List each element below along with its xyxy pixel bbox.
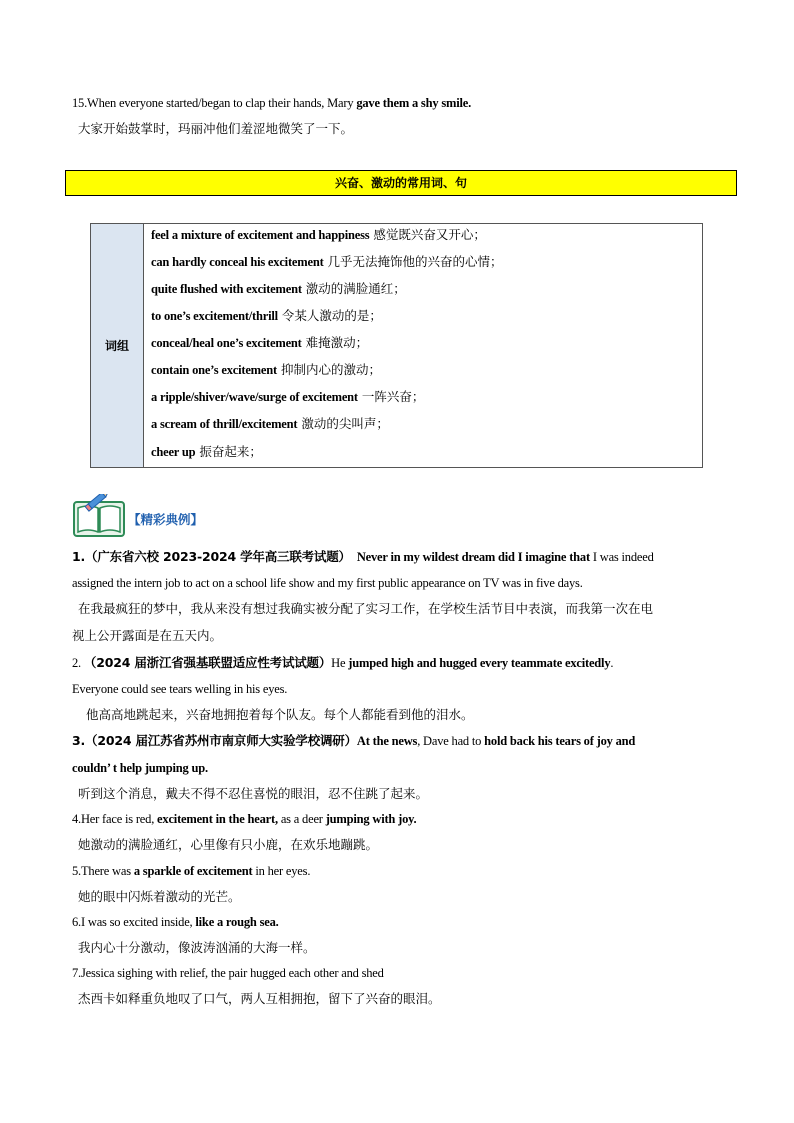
example-2-bold: jumped high and hugged every teammate excitedly [348,656,611,670]
example-3-translation: 听到这个消息，戴夫不得不忍住喜悦的眼泪，忍不住跳了起来。 [78,786,429,801]
vocab-meaning: 激动的尖叫声； [297,416,389,431]
vocab-item [151,362,381,378]
example-3-mid: , Dave had to [417,734,485,748]
vocab-item [151,254,503,270]
vocab-item [151,308,382,324]
vocab-item [151,416,389,432]
vocab-meaning: 激动的满脸通红； [301,281,406,296]
example-1-line-2: assigned the intern job to act on a school life show and my first public appearance on TV was in five days. [72,576,583,590]
book-pencil-icon [72,494,128,538]
vocab-phrase: a scream of thrill/excitement [151,417,298,431]
example-4-translation: 她激动的满脸通红，心里像有只小鹿，在欢乐地蹦跳。 [78,837,379,852]
example-2-number: 2. [72,656,84,670]
vocab-phrase: a ripple/shiver/wave/surge of excitement [151,390,358,404]
intro-translation: 大家开始鼓掌时，玛丽冲他们羞涩地微笑了一下。 [78,121,354,136]
example-1-source: 1.（广东省六校 2023-2024 学年高三联考试题） [72,549,351,564]
example-4-bold-2: jumping with joy. [325,812,417,826]
example-5-bold: a sparkle of excitement [133,864,253,878]
example-5-translation: 她的眼中闪烁着激动的光芒。 [78,889,241,904]
section-banner: 兴奋、激动的常用词、句 [65,170,737,196]
vocab-label: 词组 [91,224,144,467]
example-3-source: 3.（2024 届江苏省苏州市南京师大实验学校调研） [72,733,357,748]
intro-sentence-text: 15.When everyone started/began to clap their hands, Mary [72,96,357,110]
vocab-item [151,335,368,351]
example-1-translation-1: 在我最疯狂的梦中，我从来没有想过我确实被分配了实习工作，在学校生活节目中表演，而我第一次在电 [78,601,654,616]
vocab-phrase: quite flushed with excitement [151,282,302,296]
examples-title: 【精彩典例】 [128,512,204,527]
example-2-translation: 他高高地跳起来，兴奋地拥抱着每个队友。每个人都能看到他的泪水。 [86,707,474,722]
example-7-line-1: 7.Jessica sighing with relief, the pair hugged each other and shed [72,966,384,980]
example-6-bold: like a rough sea. [195,915,279,929]
example-2-source: （2024 届浙江省强基联盟适应性考试试题） [83,655,332,670]
vocab-meaning: 抑制内心的激动； [276,362,381,377]
vocab-item [151,227,486,243]
example-7-translation: 杰西卡如释重负地叹了口气，两人互相拥抱，留下了兴奋的眼泪。 [78,991,441,1006]
vocab-phrase: to one’s excitement/thrill [151,309,278,323]
vocab-phrase: cheer up [151,445,196,459]
example-3-bold-2: hold back his tears of joy and [484,734,636,748]
intro-sentence-bold: gave them a shy smile. [356,96,472,110]
example-3-line-1 [72,733,635,749]
example-5-post: in her eyes. [252,864,311,878]
example-3-line-2 [72,760,208,776]
examples-header [72,494,312,538]
vocab-meaning: 几乎无法掩饰他的兴奋的心情； [323,254,503,269]
vocab-meaning: 令某人激动的是； [277,308,382,323]
vocab-phrase: conceal/heal one’s excitement [151,336,302,350]
example-4-mid: as a deer [277,812,326,826]
vocab-meaning: 难掩激动； [301,335,369,350]
example-1-text: I was indeed [589,550,654,564]
example-6-pre: 6.I was so excited inside, [72,915,196,929]
example-6-translation: 我内心十分激动，像波涛汹涌的大海一样。 [78,940,316,955]
vocab-meaning: 振奋起来； [195,444,262,459]
intro-sentence [72,95,471,111]
vocab-meaning: 一阵兴奋； [357,389,425,404]
example-6-line-1 [72,914,279,930]
vocab-item [151,444,262,460]
example-5-line-1 [72,863,310,879]
vocab-phrase: contain one’s excitement [151,363,277,377]
vocab-item [151,389,424,405]
example-1-translation-2: 视上公开露面是在五天内。 [72,628,223,643]
example-5-pre: 5.There was [72,864,134,878]
vocab-phrase: can hardly conceal his excitement [151,255,324,269]
example-2-line-2: Everyone could see tears welling in his eyes. [72,682,288,696]
example-2-pre: He [331,656,349,670]
example-1-bold: Never in my wildest dream did I imagine that [356,550,590,564]
vocab-phrase: feel a mixture of excitement and happiness [151,228,370,242]
example-4-line-1 [72,811,416,827]
vocab-meaning: 感觉既兴奋又开心； [369,227,486,242]
example-4-pre: 4.Her face is red, [72,812,158,826]
example-1-line-1 [72,549,654,565]
example-4-bold-1: excitement in the heart, [157,812,278,826]
example-3-bold-3: couldn’ t help jumping up. [72,761,208,775]
example-2-post: . [610,656,614,670]
example-3-bold-1: At the news [356,734,418,748]
vocab-table [90,223,703,468]
example-2-line-1 [72,655,613,671]
vocab-item [151,281,406,297]
